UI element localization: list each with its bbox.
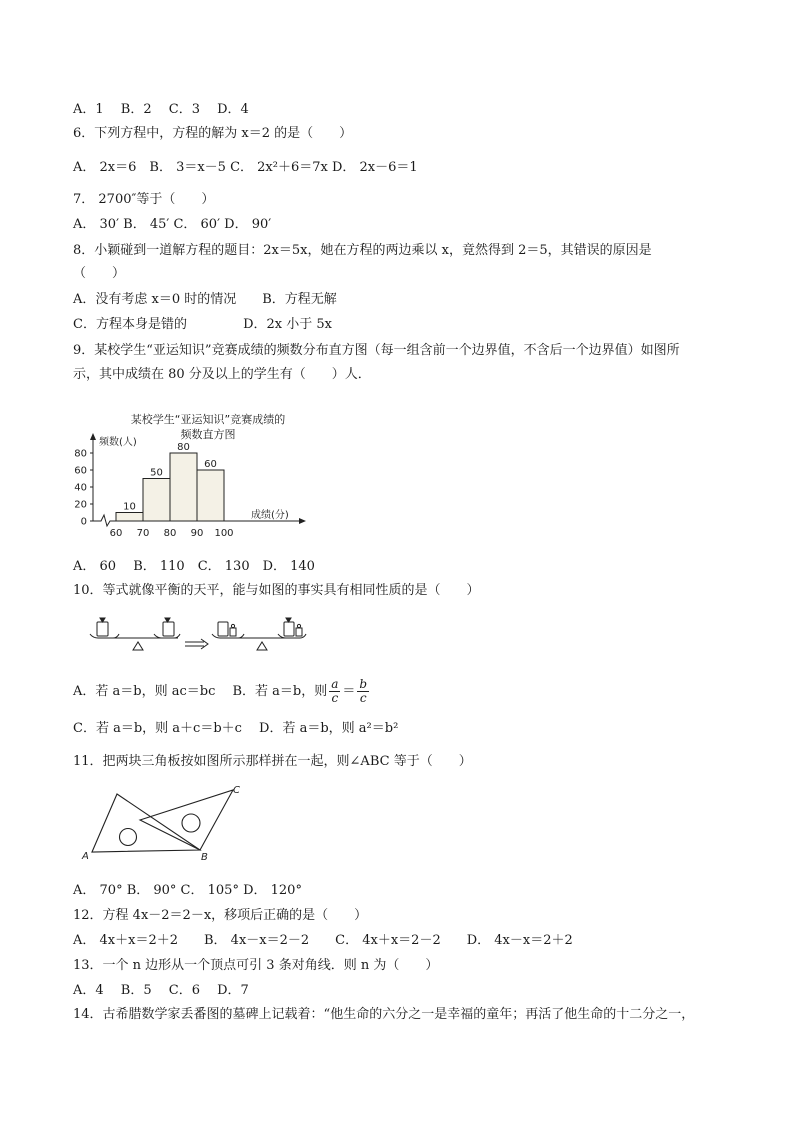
q7-stem: 7． 2700″等于（ ）	[73, 192, 215, 207]
hole-right	[182, 814, 200, 832]
x-tick-label: 100	[214, 528, 234, 539]
histogram-figure	[73, 405, 313, 545]
q6-stem: 6．下列方程中，方程的解为 x＝2 的是（ ）	[73, 126, 353, 141]
y-axis-label: 频数(人)	[99, 437, 137, 448]
chart-subtitle: 频数直方图	[180, 428, 236, 441]
q12-options: A． 4x＋x＝2＋2 B． 4x－x＝2－2 C． 4x＋x＝2－2 D． 4x－x＝2＋2	[73, 933, 573, 948]
q5-options: A．1 B．2 C．3 D．4	[73, 102, 249, 117]
q6-options: A． 2x＝6 B． 3＝x－5 C． 2x²＋6＝7x D． 2x－6＝1	[73, 160, 418, 175]
q13-options: A．4 B．5 C．6 D．7	[73, 983, 249, 998]
histogram-bar	[170, 453, 197, 521]
x-tick-label: 70	[136, 528, 150, 539]
q10-options-ab: A．若 a＝b，则 ac＝bc B．若 a＝b，则 $\frac{a}{c}$ ＝ $\frac{b}{c}$	[73, 677, 368, 705]
histogram-bar	[116, 513, 143, 522]
label-a: A	[82, 851, 89, 862]
q8-paren: （ ）	[73, 266, 126, 281]
label-b: B	[201, 852, 208, 863]
q9-options: A． 60 B． 110 C． 130 D． 140	[73, 559, 315, 574]
q8-options-2: C．方程本身是错的 D．2x 小于 5x	[73, 317, 332, 332]
q10-stem: 10．等式就像平衡的天平，能与如图的事实具有相同性质的是（ ）	[73, 583, 480, 598]
triangle-figure	[80, 782, 250, 864]
histogram-bar	[197, 470, 224, 521]
bar-value-label: 80	[177, 442, 190, 453]
fraction-a-over-c: $\frac{a}{c}$	[331, 677, 339, 705]
hole-left	[120, 829, 137, 846]
q14-stem: 14．古希腊数学家丢番图的墓碑上记载着：“他生命的六分之一是幸福的童年；再活了他生命的十二分之一，	[73, 1007, 695, 1022]
arrow-icon	[185, 639, 208, 649]
balance-scale-figure	[88, 612, 328, 660]
x-axis-label: 成绩(分)	[251, 510, 289, 521]
q9-stem-2: 示，其中成绩在 80 分及以上的学生有（ ）人．	[73, 367, 371, 382]
balance-scale-right	[212, 618, 306, 650]
histogram-bar	[143, 479, 170, 522]
label-c: C	[233, 785, 240, 796]
q9-stem-1: 9．某校学生“亚运知识”竞赛成绩的频数分布直方图（每一组含前一个边界值，不含后一个边界值）如图所	[73, 343, 680, 358]
y-axis	[90, 433, 96, 521]
balance-scale-left	[90, 618, 180, 650]
x-tick-label: 80	[163, 528, 177, 539]
x-tick-label: 90	[190, 528, 204, 539]
q13-stem: 13．一个 n 边形从一个顶点可引 3 条对角线．则 n 为（ ）	[73, 958, 439, 973]
q7-options: A． 30′ B． 45′ C． 60′ D． 90′	[73, 217, 272, 232]
bar-value-label: 60	[204, 459, 217, 470]
q8-options-1: A．没有考虑 x＝0 时的情况 B．方程无解	[73, 292, 337, 307]
q10-options-cd: C．若 a＝b，则 a＋c＝b＋c D．若 a＝b，则 a²＝b²	[73, 721, 399, 736]
y-tick-label: 40	[74, 482, 87, 494]
q11-options: A． 70° B． 90° C． 105° D． 120°	[73, 883, 302, 898]
y-tick-label: 80	[74, 448, 87, 460]
x-tick-label: 60	[109, 528, 123, 539]
y-tick-label: 20	[74, 499, 87, 511]
bar-value-label: 50	[150, 467, 163, 479]
chart-title: 某校学生“亚运知识”竞赛成绩的	[130, 413, 286, 426]
bar-value-label: 10	[123, 501, 136, 513]
q11-stem: 11．把两块三角板按如图所示那样拼在一起，则∠ABC 等于（ ）	[73, 754, 472, 769]
fraction-b-over-c: $\frac{b}{c}$	[359, 677, 368, 705]
y-tick-label: 0	[80, 516, 87, 528]
q12-stem: 12．方程 4x－2＝2－x，移项后正确的是（ ）	[73, 908, 368, 923]
y-tick-label: 60	[74, 465, 87, 477]
q8-stem: 8．小颖碰到一道解方程的题目：2x＝5x，她在方程的两边乘以 x，竟然得到 2＝5，其错误的原因是	[73, 243, 652, 258]
